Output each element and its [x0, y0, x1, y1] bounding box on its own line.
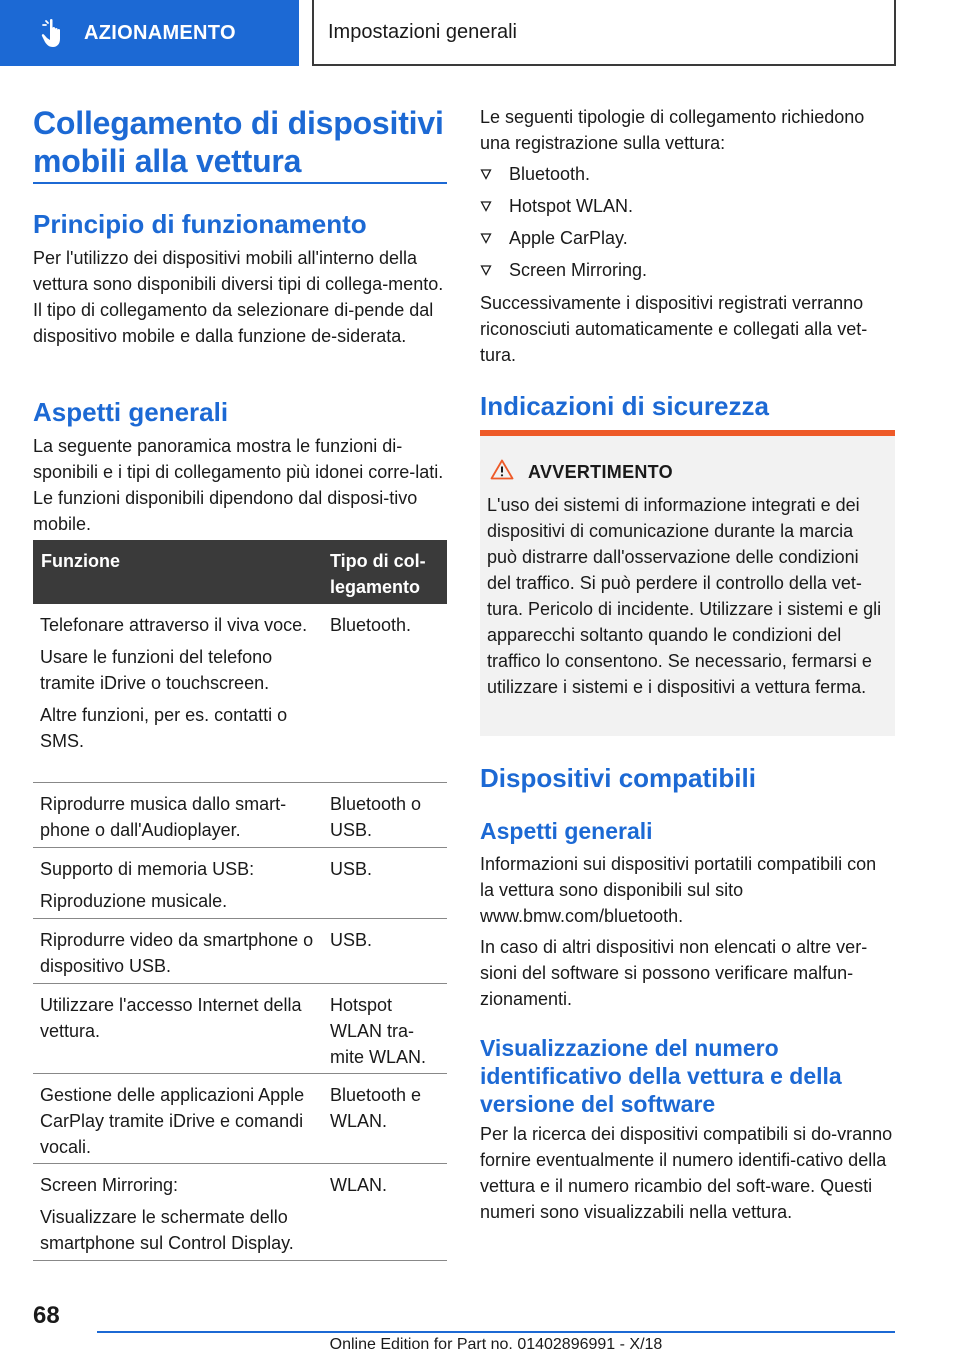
table-cell: Gestione delle applicazioni Apple CarPlay tramite iDrive e comandi vocali.	[40, 1085, 305, 1157]
after-list-text: Successivamente i dispositivi registrati verranno riconosciuti automaticamente e collegati alla vet-tura.	[480, 293, 868, 365]
page-title-line-2: mobili alla vettura	[33, 143, 302, 179]
table-header-type: Tipo di col-legamento	[330, 551, 426, 597]
table-cell: Usare le funzioni del telefono tramite iDrive o touchscreen.	[40, 647, 273, 693]
table-cell: Riprodurre video da smartphone o dispositivo USB.	[40, 930, 314, 976]
list-item-label: Bluetooth.	[509, 164, 591, 184]
table-cell: Altre funzioni, per es. contatti o SMS.	[40, 705, 288, 751]
compat-subheading: Aspetti generali	[480, 818, 653, 844]
table-cell: Riprodurre musica dallo smart-phone o dall'Audioplayer.	[40, 794, 287, 840]
table-cell: Bluetooth e WLAN.	[330, 1085, 422, 1131]
list-item-label: Apple CarPlay.	[509, 228, 628, 248]
page-title	[33, 104, 453, 180]
warning-text: L'uso dei sistemi di informazione integrati e dei dispositivi di comunicazione durante la marcia può distrarre dall'osservazione delle condizioni del traffico. Si può perdere il controllo della vet-tura. Pericolo di incidente. Utilizzare i sistemi e gli apparecchi soltanto quando le condizioni del traffico lo consentono. Se necessario, fermarsi e utilizzare i sistemi e i dispositivi a vettura ferma.	[487, 495, 882, 697]
table-cell: Hotspot WLAN tra-mite WLAN.	[330, 995, 427, 1067]
triangle-bullet-icon	[480, 168, 509, 180]
table-cell: Bluetooth o USB.	[330, 794, 422, 840]
table-cell: Riproduzione musicale.	[40, 891, 228, 911]
table-cell: Telefonare attraverso il viva voce.	[40, 615, 308, 635]
list-item	[480, 193, 633, 219]
vin-heading: Visualizzazione del numero identificativo della vettura e della versione del software	[480, 1035, 842, 1117]
table-row	[33, 783, 447, 848]
table-row	[33, 1164, 447, 1261]
list-item-label: Screen Mirroring.	[509, 260, 648, 280]
vin-text: Per la ricerca dei dispositivi compatibili si do-vranno fornire eventualmente il numero identifi-cativo della vettura e il numero ricambio del soft-ware. Questi numeri sono visualizzabili nella vettura.	[480, 1124, 893, 1222]
function-table	[33, 540, 447, 1261]
compat-text-1: Informazioni sui dispositivi portatili compatibili con la vettura sono disponibili sul sito www.bmw.com/bluetooth.	[480, 854, 877, 926]
general-heading: Aspetti generali	[33, 397, 229, 427]
general-text: La seguente panoramica mostra le funzioni di-sponibili e i tipi di collegamento più idonei corre-lati. Le funzioni disponibili dipendono dal disposi-tivo mobile.	[33, 436, 444, 534]
table-header	[33, 540, 447, 604]
table-cell: WLAN.	[330, 1175, 388, 1195]
triangle-bullet-icon	[480, 200, 509, 212]
table-row	[33, 984, 447, 1074]
section-label: AZIONAMENTO	[84, 21, 236, 44]
table-row	[33, 848, 447, 919]
table-row	[33, 1074, 447, 1164]
table-cell: Utilizzare l'accesso Internet della vettura.	[40, 995, 302, 1041]
title-rule	[33, 182, 447, 184]
table-cell: Visualizzare le schermate dello smartphone sul Control Display.	[40, 1207, 294, 1253]
footer-edition: Online Edition for Part no. 01402896991 - X/18	[329, 1336, 663, 1353]
hand-pointer-icon	[34, 13, 74, 53]
section-tab	[0, 0, 299, 66]
subsection-title: Impostazioni generali	[312, 0, 896, 66]
list-item-label: Hotspot WLAN.	[509, 196, 634, 216]
warning-title: AVVERTIMENTO	[528, 461, 673, 482]
compat-text-2: In caso di altri dispositivi non elencati o altre ver-sioni del software si possono verificare malfun-zionamenti.	[480, 937, 868, 1009]
triangle-bullet-icon	[480, 232, 509, 244]
registration-intro: Le seguenti tipologie di collegamento richiedono una registrazione sulla vettura:	[480, 107, 865, 153]
table-header-function: Funzione	[41, 551, 120, 571]
principle-text: Per l'utilizzo dei dispositivi mobili all'interno della vettura sono disponibili diversi tipi di collega-mento. Il tipo di collegamento da selezionare di-pende dal dispositivo mobile e dalla funzione de-siderata.	[33, 248, 444, 346]
table-row	[33, 919, 447, 984]
list-item	[480, 161, 590, 187]
warning-triangle-icon	[490, 459, 514, 485]
principle-heading: Principio di funzionamento	[33, 209, 367, 239]
page-number: 68	[33, 1302, 60, 1329]
page-title-line-1: Collegamento di dispositivi	[33, 105, 444, 141]
triangle-bullet-icon	[480, 264, 509, 276]
table-cell: USB.	[330, 859, 373, 879]
footer-rule	[97, 1331, 895, 1333]
warning-box	[480, 430, 895, 736]
list-item	[480, 257, 647, 283]
table-cell: Supporto di memoria USB:	[40, 859, 255, 879]
compat-heading: Dispositivi compatibili	[480, 763, 756, 793]
list-item	[480, 225, 628, 251]
table-cell: USB.	[330, 930, 373, 950]
table-row	[33, 604, 447, 783]
table-cell: Screen Mirroring:	[40, 1175, 179, 1195]
safety-heading: Indicazioni di sicurezza	[480, 391, 769, 421]
table-cell: Bluetooth.	[330, 615, 412, 635]
